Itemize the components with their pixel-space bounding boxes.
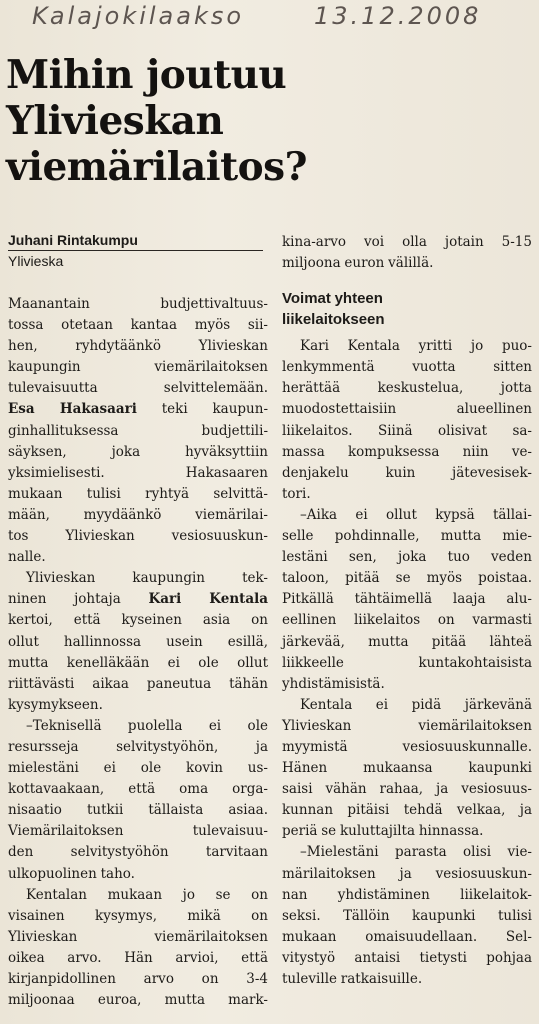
text-line: Ylivieskan viemärilaitoksen <box>282 717 532 734</box>
text-line: nisaatio tutkii tällaista asiaa. <box>8 802 268 819</box>
text-line: mielestäni ei ole kovin us- <box>8 760 268 777</box>
text-line: miljoonaa euroa, mutta mark- <box>8 992 268 1009</box>
dateline-location: Ylivieska <box>8 253 64 269</box>
text-line: Pitkällä tähtäimellä laaja alu- <box>282 591 532 608</box>
text-line: resursseja selvitystyöhön, ja <box>8 738 268 755</box>
handwritten-date: 13.12.2008 <box>314 2 482 30</box>
text-line: ginhallituksessa budjettili- <box>8 422 268 439</box>
text-line: nalle. <box>8 549 46 566</box>
text-line: visainen kysymys, mikä on <box>8 907 268 924</box>
text-line: vitystyö antaisi tietysti pohjaa <box>282 949 532 966</box>
text-line: Maanantain budjettivaltuus- <box>8 296 268 312</box>
text-line: periä se kuluttajilta hinnassa. <box>282 823 484 840</box>
text-line: Kentala ei pidä järkevänä <box>300 696 532 713</box>
text-line: massa kompuksessa niin ve- <box>282 443 532 460</box>
headline-line: Ylivieskan <box>6 98 224 144</box>
text-line: järkevää, mutta pitää lähteä <box>282 633 532 650</box>
text-line: liikelaitos. Siinä olisivat sa- <box>282 422 532 439</box>
text-line: mukaan tulisi ryhtyä selvittä- <box>8 485 268 502</box>
article-column-1 <box>8 294 268 1011</box>
headline-line: viemärilaitos? <box>6 144 307 190</box>
text-line: märilaitoksen ja vesiosuuskun- <box>282 865 532 882</box>
text-line: seksi. Tällöin kaupunki tulisi <box>282 907 532 924</box>
text-line: herättää keskustelua, jotta <box>282 380 532 397</box>
text-line: lestäni sen, joka tuo veden <box>282 549 532 566</box>
text-line: riittävästi aikaa paneutua tähän <box>8 675 268 692</box>
text-line: liikkeelle kuntakohtaisista <box>282 654 532 671</box>
text-line: taloon, pitää se myös poistaa. <box>282 570 532 587</box>
text-line: Kentalan mukaan jo se on <box>26 886 268 903</box>
column-2-body <box>282 336 532 990</box>
handwritten-publication: Kalajokilaakso <box>32 2 245 30</box>
bleed-through-text <box>290 20 535 190</box>
text-line: mutta kenelläkään ei ole ollut <box>8 654 268 671</box>
handwritten-note <box>32 2 502 36</box>
text-line: kottavaakaan, että oma orga- <box>8 781 268 798</box>
text-line: myymistä vesiosuuskunnalle. <box>282 738 532 755</box>
author-name: Juhani Rintakumpu <box>8 232 263 251</box>
text-line: tulevaisuutta selvittelemään. <box>8 380 268 397</box>
article-column-2 <box>282 232 532 990</box>
text-line: Ylivieskan kaupungin tek- <box>26 570 268 587</box>
article-headline <box>6 52 326 190</box>
text-line: Viemärilaitoksen tulevaisuu- <box>8 823 268 840</box>
text-line: ulkopuolinen taho. <box>8 865 135 882</box>
column-2-continuation <box>282 232 532 274</box>
subheading <box>282 288 532 330</box>
text-line: mukaan omaisuudellaan. Sel- <box>282 928 532 945</box>
text-line: hen, ryhdytäänkö Ylivieskan <box>8 338 268 355</box>
subheading-line: Voimat yhteen <box>282 290 383 308</box>
text-line: –Teknisellä puolella ei ole <box>26 717 268 734</box>
text-line: selle pohdinnalle, mutta mie- <box>282 528 532 545</box>
text-line: oikea arvo. Hän arvioi, että <box>8 949 268 966</box>
text-line: Hänen mukaansa kaupunki <box>282 760 532 777</box>
text-line: lenkymmentä vuotta sitten <box>282 359 532 376</box>
text-line: tori. <box>282 485 311 502</box>
text-line: yksimielisesti. Hakasaaren <box>8 464 268 481</box>
text-line: miljoona euron välillä. <box>282 255 434 272</box>
text-line: kina-arvo voi olla jotain 5-15 <box>282 234 532 250</box>
subheading-line: liikelaitokseen <box>282 311 385 329</box>
text-line <box>8 399 268 420</box>
text-line: yhdistämisistä. <box>282 675 385 692</box>
text-line: –Aika ei ollut kypsä tällai- <box>300 506 532 523</box>
text-line: ollut hallinnossa usein esillä, <box>8 633 268 650</box>
text-line: tuleville ratkaisuille. <box>282 971 423 987</box>
text-line: Ylivieskan viemärilaitoksen <box>8 928 268 945</box>
text-line: –Mielestäni parasta olisi vie- <box>300 844 532 861</box>
person-name: Kari Kentala <box>148 591 268 608</box>
text-line: denjakelu kuin jätevesisek- <box>282 464 532 481</box>
text-line: kysymykseen. <box>8 696 103 713</box>
line-text: teki kaupun- <box>136 401 269 418</box>
headline-line: Mihin joutuu <box>6 52 287 98</box>
text-line: kertoi, että kyseinen asia on <box>8 612 268 629</box>
text-line: nan yhdistäminen liikelaitok- <box>282 886 532 903</box>
line-text: ninen johtaja <box>8 591 149 608</box>
text-line: Kari Kentala yritti jo puo- <box>300 338 532 355</box>
text-line: tossa otetaan kantaa myös sii- <box>8 317 268 334</box>
text-line <box>8 589 268 610</box>
text-line: kunnan pitäisi tehdä velkaa, ja <box>282 802 532 819</box>
text-line: den selvitystyöhön tarvitaan <box>8 844 268 861</box>
text-line: eellinen liikelaitos on varmasti <box>282 612 532 629</box>
person-name: Esa Hakasaari <box>8 401 137 418</box>
text-line: kaupungin viemärilaitoksen <box>8 359 268 376</box>
text-line: saisi vähän rahaa, ja vesiosuus- <box>282 781 532 798</box>
text-line: tos Ylivieskan vesiosuuskun- <box>8 528 268 545</box>
text-line: mään, myydäänkö viemärilai- <box>8 506 268 523</box>
byline <box>8 232 268 271</box>
text-line: muodostettaisiin alueellinen <box>282 401 532 418</box>
text-line: kirjanpidollinen arvo on 3-4 <box>8 971 268 987</box>
text-line: säyksen, joka hyväksyttiin <box>8 443 268 460</box>
